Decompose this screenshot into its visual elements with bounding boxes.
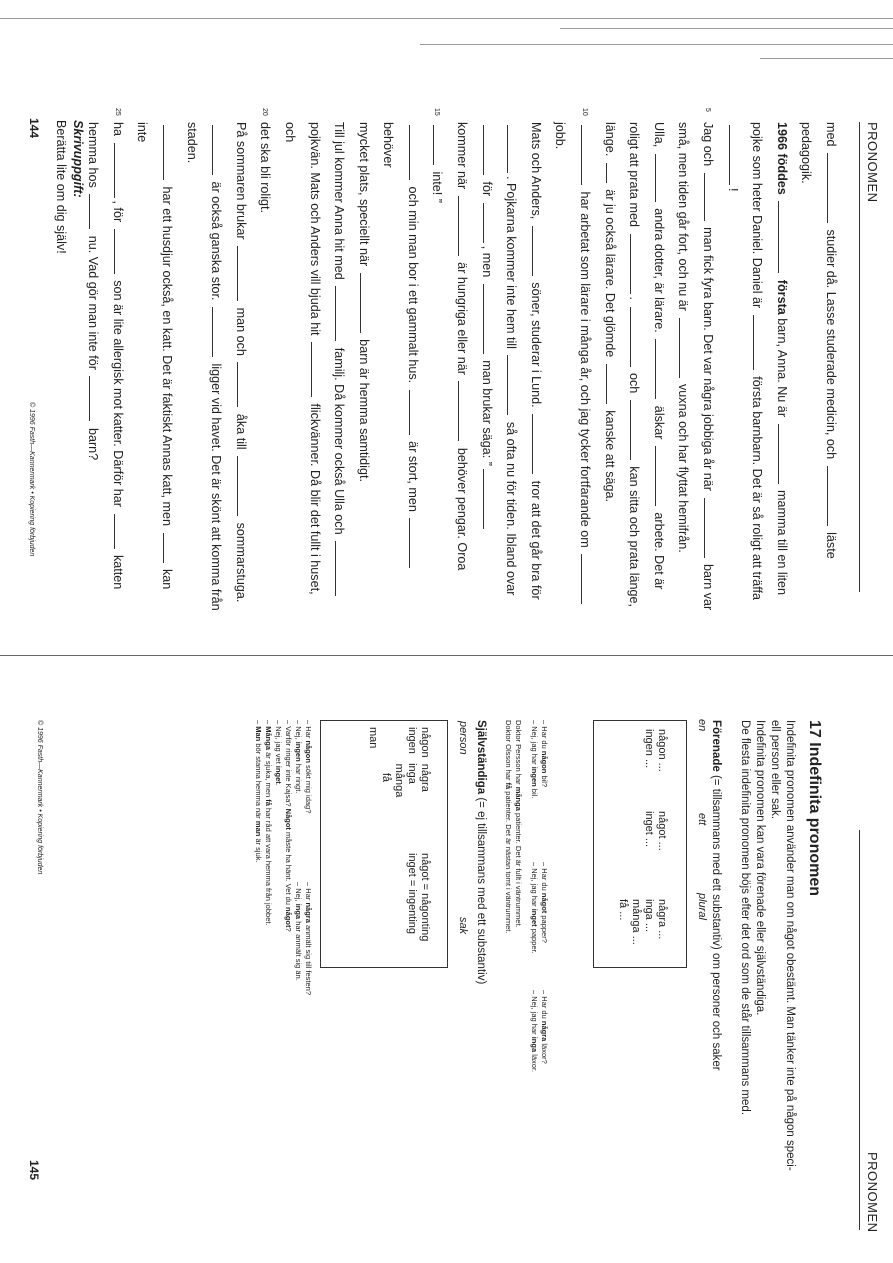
exercise-line bbox=[745, 122, 770, 612]
line-text: Jag och man fick fyra barn. Det var några jobbiga år när barn var bbox=[701, 122, 716, 611]
column-head: plural bbox=[696, 893, 708, 920]
line-text: . Pojkarna kommer inte hem till så ofta nu för tiden. Ibland ovar bbox=[504, 122, 518, 596]
line-number: 25 bbox=[113, 108, 121, 116]
example-dialog: – Har du några läxor? – Nej, jag har inga läxor. bbox=[530, 990, 549, 1073]
exercise-line bbox=[499, 122, 524, 612]
exercise-line bbox=[327, 122, 352, 612]
exercise-line bbox=[646, 122, 671, 612]
line-text: är också ganska stor. ligger vid havet. Det är skönt att komma från bbox=[209, 122, 223, 611]
example-dialog: – Har någon sökt mig idag? – Nej, ingen har ringt. – Varför ringer inte Kajsa? Något måste ha hänt. Vet du något? – Nej, jag vet inget. – Många är sjuka, men få har råd att vara hemma från jobbet. – Man bör stanna hemma när man är sjuk. bbox=[254, 720, 313, 932]
exercise-line bbox=[769, 122, 794, 612]
line-text: ha , för son är lite allergisk mot katter. Därför har katten bbox=[110, 122, 125, 590]
line-text: kommer när är hungriga eller när behöver pengar. Oroa bbox=[455, 122, 470, 571]
line-text: På sommaren brukar man och åka till sommarstuga. bbox=[233, 122, 248, 603]
pronoun-column: några ... inga ... många ... få ... bbox=[617, 899, 668, 945]
exercise-line bbox=[376, 122, 425, 612]
line-text: Till jul kommer Anna hit med familj. Då kommer också Ulla och bbox=[332, 122, 346, 599]
line-text: Ulla, andra dotter, är lärare. älskar arbete. Det är bbox=[651, 122, 666, 590]
task-text: Berätta lite om dig själv! bbox=[54, 120, 68, 254]
exercise-line bbox=[794, 122, 843, 612]
column-head: sak bbox=[457, 917, 469, 935]
line-text: 1966 föddes första barn, Anna. Nu är mamma till en liten bbox=[774, 122, 789, 595]
example-dialog: – Har du någon bil? – Nej, jag har ingen bil. bbox=[530, 720, 549, 799]
example-dialog: – Har du något papper? – Nej, jag har inget papper. bbox=[530, 862, 549, 954]
exercise-line bbox=[474, 122, 499, 612]
exercise-line bbox=[179, 122, 204, 612]
forenade-heading: Förenade (= tillsammans med ett substantiv) om personer och saker bbox=[710, 720, 722, 1071]
line-text: mycket plats, speciellt när barn är hemma samtidigt. bbox=[356, 122, 371, 482]
header-rule bbox=[859, 122, 860, 592]
line-text: det ska bli roligt. bbox=[258, 122, 273, 213]
forenade-box bbox=[593, 719, 708, 968]
exercise-text bbox=[81, 108, 843, 612]
exercise-line bbox=[720, 122, 745, 612]
exercise-line bbox=[450, 122, 475, 612]
line-number: 15 bbox=[433, 108, 441, 116]
task-title: Skrivuppgift: bbox=[71, 120, 85, 198]
line-number: 20 bbox=[261, 108, 269, 116]
sjalvstandiga-heading: Självständiga (= ej tillsammans med ett substantiv) bbox=[475, 720, 487, 985]
line-text: länge. är ju också lärare. Det glömde kanske att säga. bbox=[602, 122, 617, 503]
line-text: har arbetat som lärare i många år, och jag tycker fortfarande om jobb. bbox=[553, 122, 592, 607]
line-number: 5 bbox=[704, 108, 712, 112]
page-number: 144 bbox=[27, 118, 41, 139]
exercise-line bbox=[253, 108, 278, 612]
right-page bbox=[0, 640, 893, 1263]
pronoun-column: någon några ingen inga många få man bbox=[367, 727, 431, 798]
line-text: små, men tiden går fort, och nu är vuxna och har flyttat hemifrån. bbox=[676, 122, 691, 553]
exercise-line bbox=[204, 122, 229, 612]
column-head: en bbox=[696, 719, 708, 732]
line-text: och min man bor i ett gammalt hus. är stort, men behöver bbox=[381, 122, 420, 571]
column-head: person bbox=[457, 721, 469, 755]
intro-text: Indefinita pronomen använder man om något obestämt. Man tänker inte på någon speci- ell person eller sak. Indefinita pronomen kan vara förenade eller självständiga. De flesta indefinita pronomen böjs efter det ord som de står tillsammans med. bbox=[739, 720, 796, 1171]
exercise-line bbox=[695, 108, 720, 612]
page-header: PRONOMEN bbox=[865, 1152, 880, 1233]
line-text: pojkvän. Mats och Anders vill bjuda hit flickvänner. Då blir det fullt i huset, och bbox=[282, 122, 322, 595]
pronoun-column: någon ... ingen ... bbox=[643, 729, 668, 772]
example-dialog: – Har några anmält sig till festen? – Nej, inga har anmält sig än. bbox=[294, 882, 313, 995]
doctor-example: Doktor Persson har många patienter. Det är fullt i väntrummet. Doktor Olsson har få patienter. Det är nästan tomt i väntrummet. bbox=[504, 720, 523, 934]
exercise-line bbox=[425, 108, 450, 612]
pronoun-column: något ... inget ... bbox=[643, 811, 668, 851]
line-text: pojke som heter Daniel. Daniel är första barnbarn. Det är så roligt att träffa bbox=[750, 122, 765, 600]
column-head: ett bbox=[696, 813, 708, 826]
copyright: © 1996 Fasth—Kannermark • Kopiering förbjuden bbox=[28, 402, 35, 557]
exercise-line bbox=[277, 122, 326, 612]
pronoun-column: något = någonting inget = ingenting bbox=[406, 853, 431, 942]
line-text: för , men man brukar säga: ” bbox=[480, 122, 494, 532]
exercise-line bbox=[105, 108, 130, 612]
exercise-line bbox=[228, 122, 253, 612]
exercise-line bbox=[523, 122, 548, 612]
page-number: 145 bbox=[27, 1160, 41, 1181]
chapter-title: 17 Indefinita pronomen bbox=[806, 720, 823, 897]
line-text: inte! ” bbox=[431, 122, 445, 203]
line-text: med studier då. Lasse studerade medicin, och läste pedagogik. bbox=[799, 122, 838, 559]
line-text: staden. bbox=[184, 122, 199, 164]
copyright: © 1996 Fasth—Kannermark • Kopiering förbjuden bbox=[36, 720, 43, 875]
exercise-line bbox=[622, 122, 647, 612]
exercise-line bbox=[671, 122, 696, 612]
exercise-line bbox=[351, 122, 376, 612]
page-header: PRONOMEN bbox=[865, 122, 880, 203]
line-text: ! bbox=[726, 122, 740, 192]
line-number: 10 bbox=[581, 108, 589, 116]
line-text: roligt att prata med . och kan sitta och prata länge, bbox=[627, 122, 642, 608]
sjalvstandiga-box bbox=[320, 720, 469, 968]
header-rule bbox=[859, 830, 860, 1230]
exercise-line bbox=[130, 122, 179, 612]
line-text: Mats och Anders, söner, studerar i Lund. tror att det går bra för bbox=[528, 122, 543, 600]
exercise-line bbox=[548, 108, 597, 612]
line-text: har ett husdjur också, en katt. Det är faktiskt Annas katt, men kan inte bbox=[135, 122, 174, 590]
exercise-line bbox=[597, 122, 622, 612]
line-text: hemma hos nu. Vad gör man inte för barn? bbox=[86, 122, 101, 461]
